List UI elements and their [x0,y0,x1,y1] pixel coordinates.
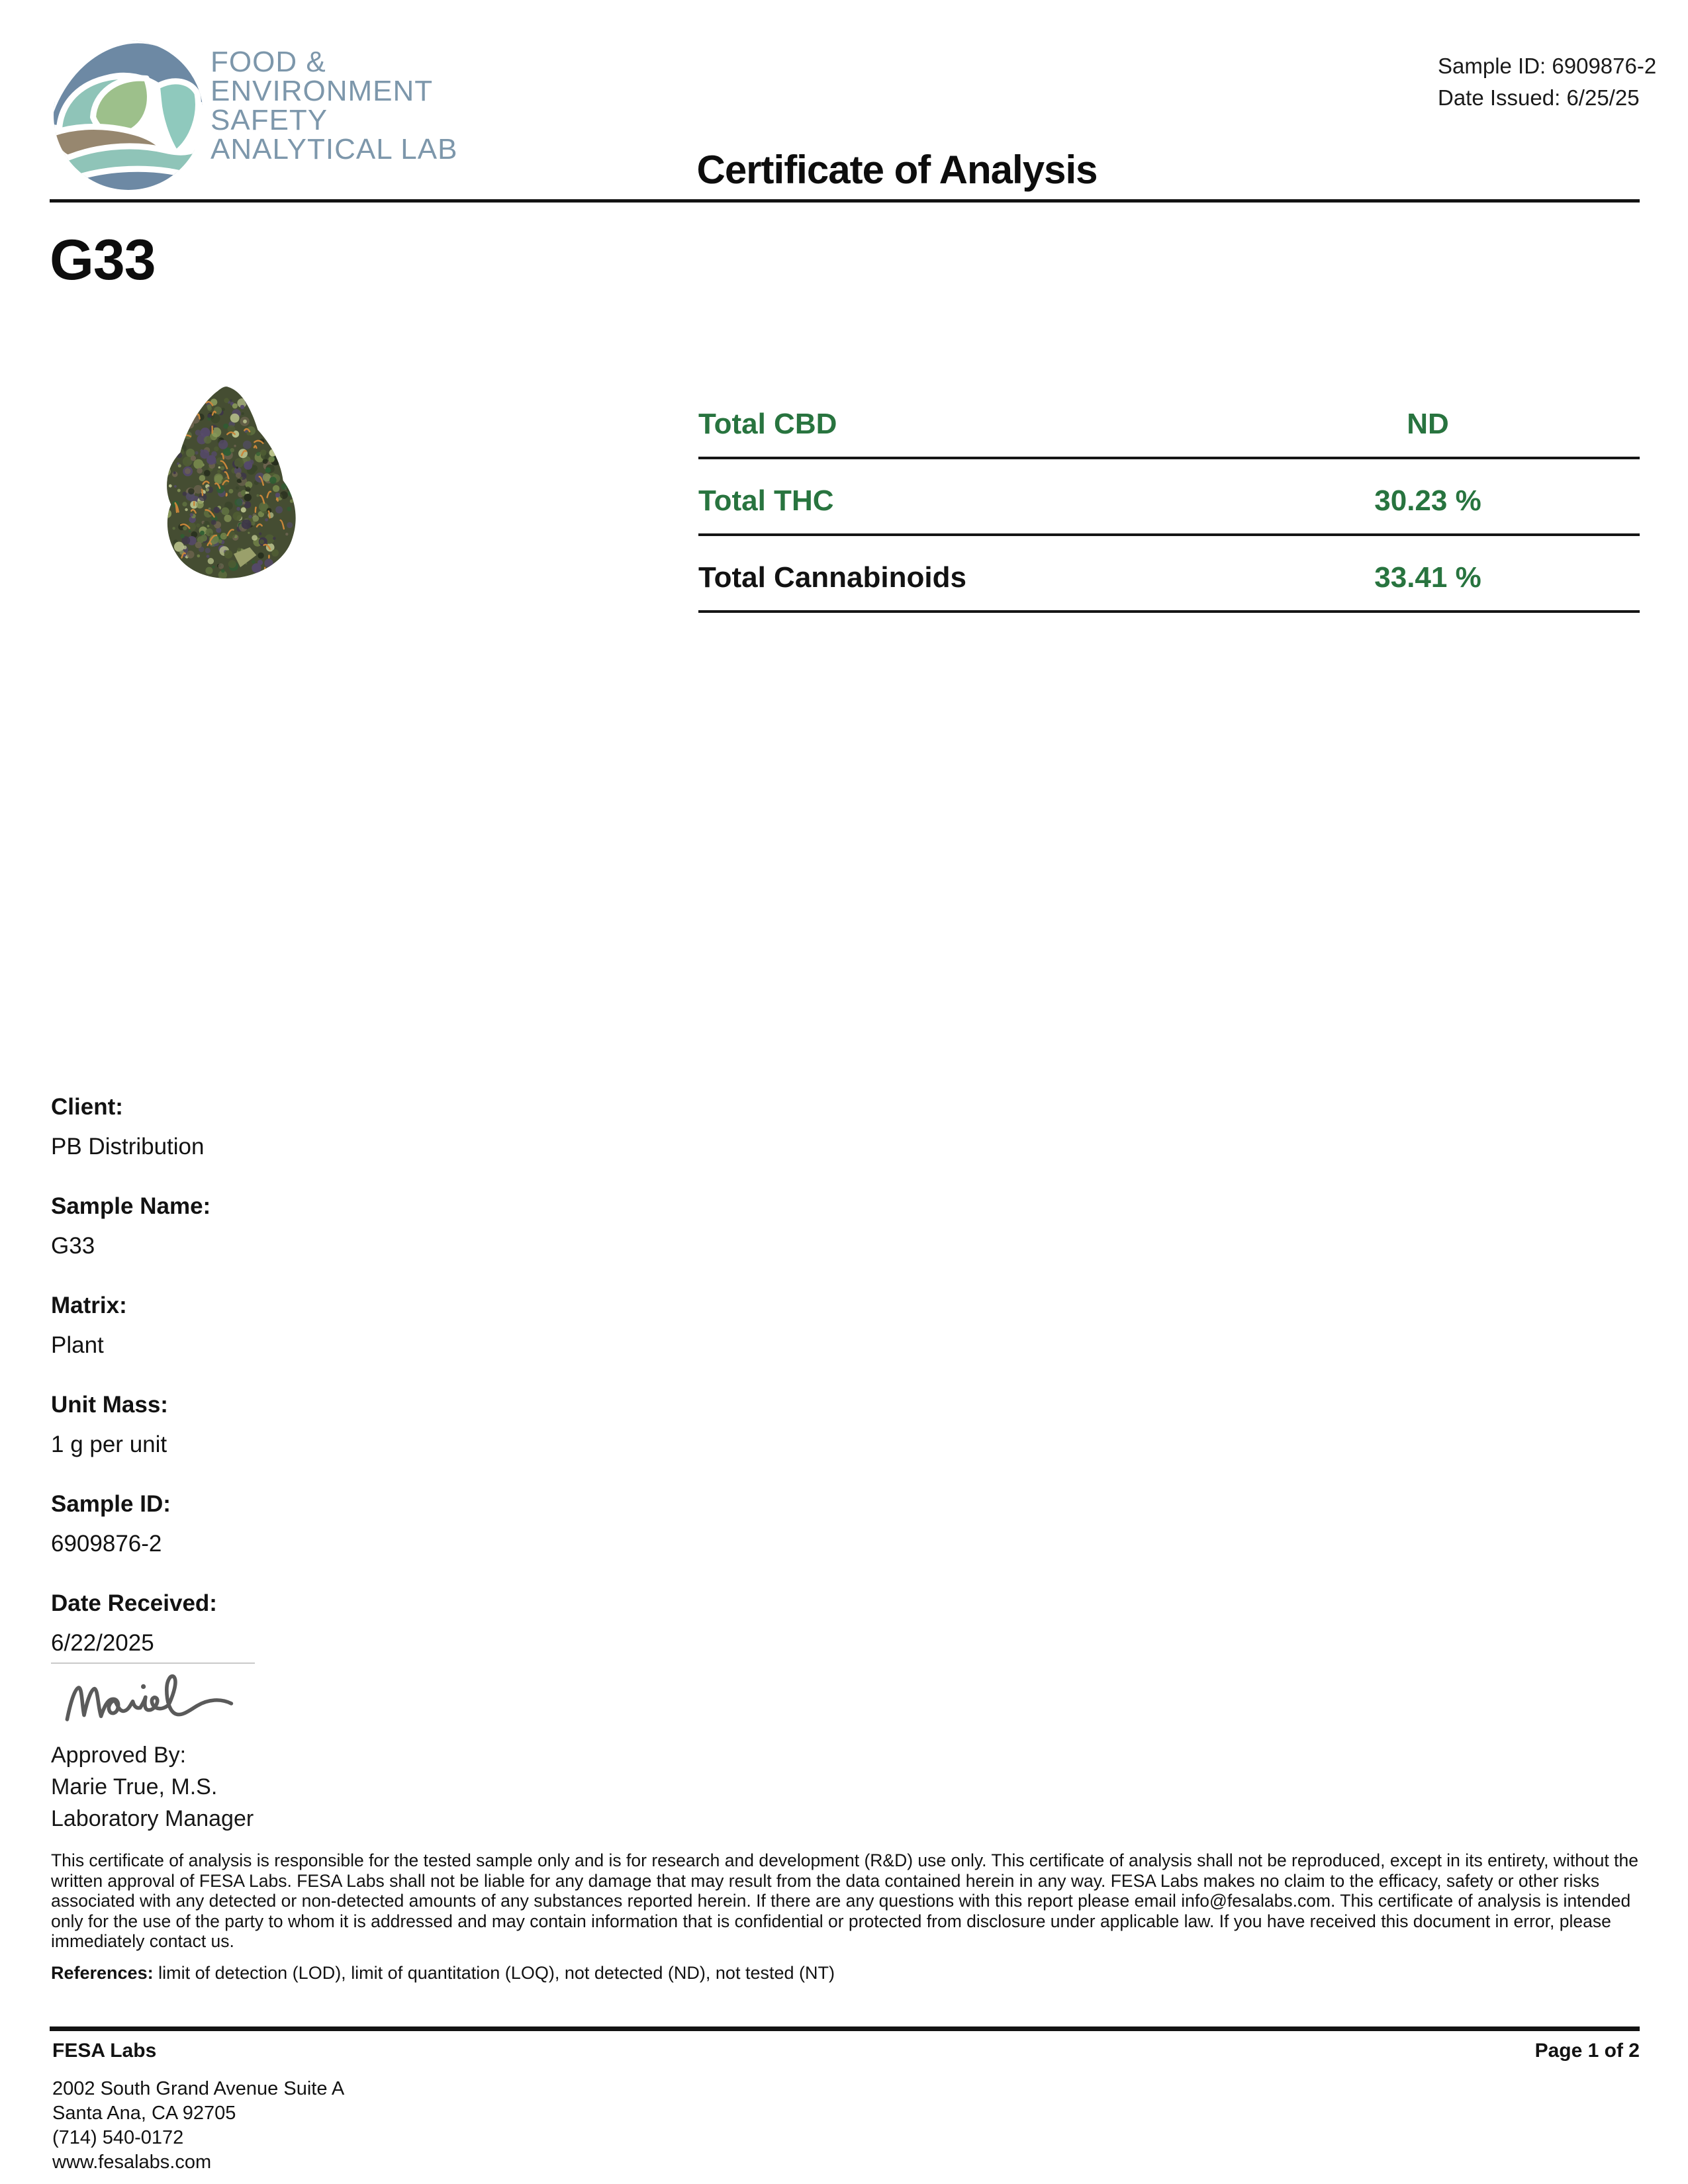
detail-value: PB Distribution [51,1134,205,1160]
detail-client [51,1093,217,1161]
detail-sample-name [51,1193,217,1260]
footer-address-line1: 2002 South Grand Avenue Suite A [52,2078,345,2099]
document-title: Certificate of Analysis [696,148,1098,192]
disclaimer-text: This certificate of analysis is responsible for the tested sample only and is for research and development (R&D) use only. This certificate of analysis shall not be reproduced, except in its entirety, without the written approval of FESA Labs. FESA Labs shall not be liable for any damage that may result from the data contained herein in any way. FESA Labs makes no claim to the efficacy, safety or other risks associated with any detected or non-detected amounts of any substances reported herein. If there are any questions with this report please email info@fesalabs.com. This certificate of analysis is intended only for the use of the party to whom it is addressed and may contain information that is confidential or protected from disclosure under applicable law. If you have received this document in error, please immediately contact us. [51,1850,1638,1951]
detail-label: Matrix: [51,1293,127,1318]
footer-phone: (714) 540-0172 [52,2127,184,2148]
footer-company: FESA Labs [52,2040,157,2062]
product-name: G33 [50,228,156,292]
sample-id-line: Sample ID: 6909876-2 [1438,54,1657,78]
potency-value-cbd: ND [1407,408,1449,440]
signature-glyph [51,1666,250,1730]
detail-value: 6/22/2025 [51,1630,154,1656]
logo-line-1: FOOD & [211,46,326,78]
legal-block [51,1850,1641,1983]
potency-row-cbd [698,383,1640,459]
sample-meta [1438,50,1656,114]
potency-label-cannabinoids: Total Cannabinoids [698,561,966,594]
footer-website: www.fesalabs.com [52,2152,212,2173]
lab-logo-icon [52,38,205,192]
potency-value-cannabinoids: 33.41 % [1374,561,1481,594]
detail-sample-id [51,1490,217,1558]
logo-line-2: ENVIRONMENT [211,75,434,107]
references-line [51,1963,1641,1983]
potency-row-thc [698,459,1640,536]
potency-value-thc: 30.23 % [1374,484,1481,517]
logo-line-3: SAFETY [211,104,328,136]
approved-by-label: Approved By: [51,1743,187,1768]
signature-image [51,1662,255,1730]
references-label: References: [51,1962,154,1983]
potency-label-cbd: Total CBD [698,408,837,440]
approval-block [51,1662,329,1835]
footer-divider [50,2026,1640,2031]
detail-value: G33 [51,1233,95,1259]
potency-row-cannabinoids [698,536,1640,613]
header-divider [50,199,1640,203]
approver-title: Laboratory Manager [51,1806,254,1831]
potency-label-thc: Total THC [698,484,834,517]
detail-label: Unit Mass: [51,1392,168,1418]
detail-label: Sample Name: [51,1193,211,1219]
sample-details [51,1093,217,1689]
detail-label: Client: [51,1094,123,1120]
approver-name: Marie True, M.S. [51,1774,218,1799]
date-issued-line: Date Issued: 6/25/25 [1438,85,1640,110]
logo-line-4: ANALYTICAL LAB [211,133,458,165]
detail-date-received [51,1590,217,1657]
potency-table [698,383,1640,613]
footer-address [52,2077,344,2175]
references-text: limit of detection (LOD), limit of quantitation (LOQ), not detected (ND), not tested (NT) [158,1962,835,1983]
detail-label: Date Received: [51,1590,217,1616]
detail-unit-mass [51,1391,217,1459]
product-photo [150,381,310,582]
detail-value: 1 g per unit [51,1432,167,1457]
footer-address-line2: Santa Ana, CA 92705 [52,2103,236,2124]
page-number: Page 1 of 2 [1534,2040,1640,2062]
detail-value: Plant [51,1332,104,1358]
detail-matrix [51,1292,217,1359]
detail-value: 6909876-2 [51,1531,162,1557]
lab-logo-wordmark [211,48,457,164]
detail-label: Sample ID: [51,1491,171,1517]
